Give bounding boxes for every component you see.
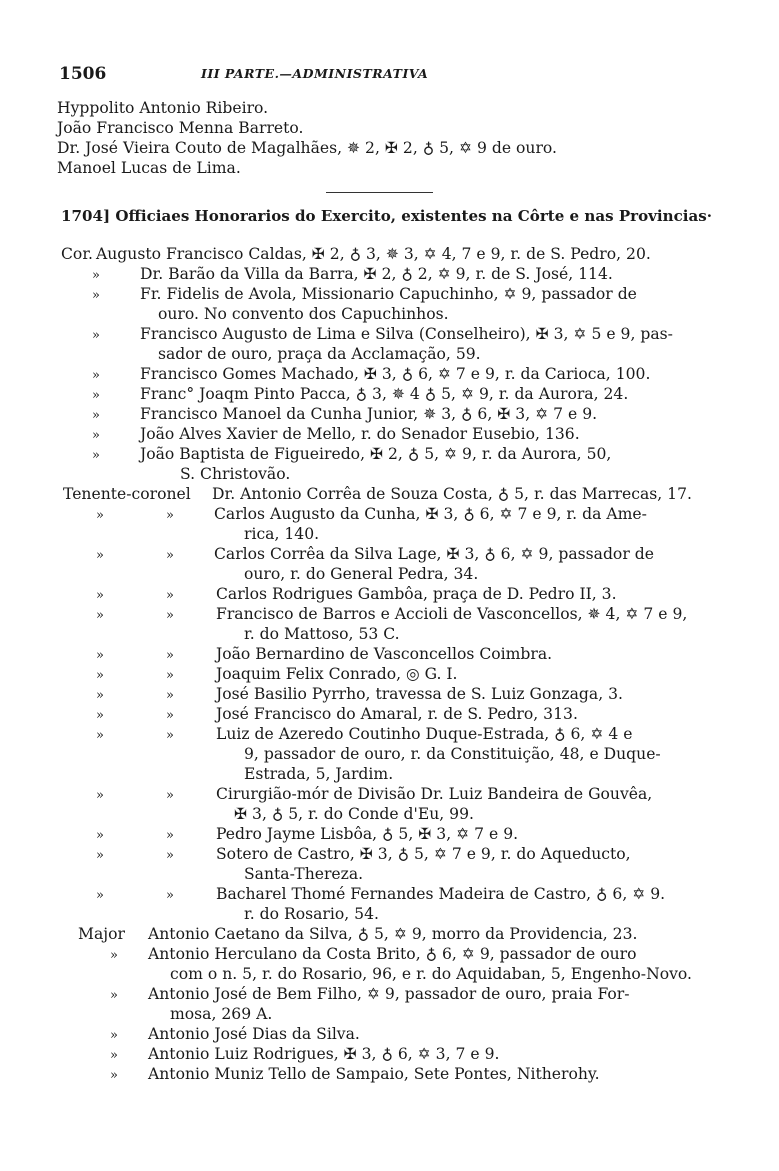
ditto-mark: » (96, 668, 104, 683)
ditto-mark: » (96, 548, 104, 563)
coronel-entry-cont: S. Christovão. (180, 465, 291, 483)
ditto-mark: » (92, 368, 100, 383)
ditto-mark: » (166, 688, 174, 703)
rank-label-major: Major (78, 925, 125, 943)
ditto-mark: » (166, 848, 174, 863)
coronel-entry: Fr. Fidelis de Avola, Missionario Capuchinho, ✡ 9, passador de (140, 285, 637, 303)
section-title: Officiaes Honorarios do Exercito, existentes na Côrte e nas Provincias· (115, 207, 712, 225)
top-entry: João Francisco Menna Barreto. (57, 119, 304, 137)
major-entry-cont: com o n. 5, r. do Rosario, 96, e r. do Aquidaban, 5, Engenho-Novo. (170, 965, 692, 983)
coronel-entry: Francisco Gomes Machado, ✠ 3, ♁ 6, ✡ 7 e 9, r. da Carioca, 100. (140, 365, 651, 383)
top-entry: Dr. José Vieira Couto de Magalhães, ✵ 2, ✠ 2, ♁ 5, ✡ 9 de ouro. (57, 139, 557, 157)
tenente-coronel-entry: Sotero de Castro, ✠ 3, ♁ 5, ✡ 7 e 9, r. do Aqueducto, (216, 845, 631, 863)
coronel-entry: Franc° Joaqm Pinto Pacca, ♁ 3, ✵ 4 ♁ 5, ✡ 9, r. da Aurora, 24. (140, 385, 629, 403)
rank-label-coronel: Cor. (61, 245, 94, 263)
tenente-coronel-entry-cont: Santa-Thereza. (244, 865, 364, 883)
page-number: 1506 (59, 64, 107, 84)
ditto-mark: » (92, 388, 100, 403)
ditto-mark: » (96, 588, 104, 603)
major-entry: Antonio Herculano da Costa Brito, ♁ 6, ✡ 9, passador de ouro (148, 945, 637, 963)
tenente-coronel-entry-cont: rica, 140. (244, 525, 320, 543)
tenente-coronel-entry: Joaquim Felix Conrado, ◎ G. I. (216, 665, 458, 683)
tenente-coronel-entry: Carlos Corrêa da Silva Lage, ✠ 3, ♁ 6, ✡ 9, passador de (214, 545, 654, 563)
ditto-mark: » (92, 428, 100, 443)
ditto-mark: » (96, 888, 104, 903)
tenente-coronel-entry: Bacharel Thomé Fernandes Madeira de Castro, ♁ 6, ✡ 9. (216, 885, 666, 903)
tenente-coronel-entry: Carlos Rodrigues Gambôa, praça de D. Pedro II, 3. (216, 585, 617, 603)
divider-rule (326, 192, 433, 193)
top-entry: Manoel Lucas de Lima. (57, 159, 241, 177)
ditto-mark: » (96, 608, 104, 623)
coronel-entry-cont: sador de ouro, praça da Acclamação, 59. (158, 345, 481, 363)
major-entry-cont: mosa, 269 A. (170, 1005, 273, 1023)
ditto-mark: » (166, 548, 174, 563)
top-entry: Hyppolito Antonio Ribeiro. (57, 99, 269, 117)
ditto-mark: » (166, 608, 174, 623)
tenente-coronel-entry-cont: r. do Rosario, 54. (244, 905, 379, 923)
tenente-coronel-entry: José Basilio Pyrrho, travessa de S. Luiz Gonzaga, 3. (216, 685, 623, 703)
major-entry: Antonio José de Bem Filho, ✡ 9, passador de ouro, praia For- (148, 985, 630, 1003)
ditto-mark: » (92, 268, 100, 283)
section-number: 1704] (61, 207, 111, 225)
tenente-coronel-entry: Carlos Augusto da Cunha, ✠ 3, ♁ 6, ✡ 7 e 9, r. da Ame- (214, 505, 647, 523)
ditto-mark: » (166, 648, 174, 663)
ditto-mark: » (96, 848, 104, 863)
coronel-entry: Francisco Augusto de Lima e Silva (Conselheiro), ✠ 3, ✡ 5 e 9, pas- (140, 325, 673, 343)
ditto-mark: » (96, 788, 104, 803)
major-entry: Antonio Luiz Rodrigues, ✠ 3, ♁ 6, ✡ 3, 7 e 9. (148, 1045, 500, 1063)
tenente-coronel-entry: Pedro Jayme Lisbôa, ♁ 5, ✠ 3, ✡ 7 e 9. (216, 825, 519, 843)
tenente-coronel-entry-cont: r. do Mattoso, 53 C. (244, 625, 400, 643)
tenente-coronel-entry: Dr. Antonio Corrêa de Souza Costa, ♁ 5, r. das Marrecas, 17. (212, 485, 692, 503)
ditto-mark: » (92, 448, 100, 463)
ditto-mark: » (110, 1068, 118, 1083)
major-entry: Antonio Muniz Tello de Sampaio, Sete Pontes, Nitherohy. (148, 1065, 600, 1083)
ditto-mark: » (96, 828, 104, 843)
ditto-mark: » (166, 588, 174, 603)
coronel-entry: João Baptista de Figueiredo, ✠ 2, ♁ 5, ✡ 9, r. da Aurora, 50, (140, 445, 612, 463)
ditto-mark: » (110, 988, 118, 1003)
ditto-mark: » (166, 828, 174, 843)
rank-label-tenente-coronel: Tenente-coronel (63, 485, 191, 503)
coronel-entry: João Alves Xavier de Mello, r. do Senador Eusebio, 136. (140, 425, 580, 443)
ditto-mark: » (92, 288, 100, 303)
coronel-entry: Francisco Manoel da Cunha Junior, ✵ 3, ♁ 6, ✠ 3, ✡ 7 e 9. (140, 405, 598, 423)
tenente-coronel-entry: João Bernardino de Vasconcellos Coimbra. (216, 645, 553, 663)
ditto-mark: » (96, 648, 104, 663)
ditto-mark: » (96, 688, 104, 703)
tenente-coronel-entry: Luiz de Azeredo Coutinho Duque-Estrada, ♁ 6, ✡ 4 e (216, 725, 633, 743)
major-entry: Antonio José Dias da Silva. (148, 1025, 360, 1043)
coronel-entry: Dr. Barão da Villa da Barra, ✠ 2, ♁ 2, ✡ 9, r. de S. José, 114. (140, 265, 613, 283)
ditto-mark: » (110, 948, 118, 963)
ditto-mark: » (92, 328, 100, 343)
ditto-mark: » (166, 508, 174, 523)
tenente-coronel-entry-cont: Estrada, 5, Jardim. (244, 765, 394, 783)
section-heading (61, 207, 712, 225)
tenente-coronel-entry-cont: 9, passador de ouro, r. da Constituição, 48, e Duque- (244, 745, 661, 763)
ditto-mark: » (166, 888, 174, 903)
tenente-coronel-entry: José Francisco do Amaral, r. de S. Pedro, 313. (216, 705, 578, 723)
ditto-mark: » (96, 728, 104, 743)
major-entry: Antonio Caetano da Silva, ♁ 5, ✡ 9, morro da Providencia, 23. (148, 925, 638, 943)
ditto-mark: » (96, 508, 104, 523)
tenente-coronel-entry: Francisco de Barros e Accioli de Vasconcellos, ✵ 4, ✡ 7 e 9, (216, 605, 688, 623)
running-title: III PARTE.—ADMINISTRATIVA (201, 66, 429, 81)
ditto-mark: » (166, 728, 174, 743)
coronel-entry: Augusto Francisco Caldas, ✠ 2, ♁ 3, ✵ 3, ✡ 4, 7 e 9, r. de S. Pedro, 20. (96, 245, 651, 263)
tenente-coronel-entry: Cirurgião-mór de Divisão Dr. Luiz Bandeira de Gouvêa, (216, 785, 653, 803)
coronel-entry-cont: ouro. No convento dos Capuchinhos. (158, 305, 449, 323)
ditto-mark: » (96, 708, 104, 723)
tenente-coronel-entry-cont: ouro, r. do General Pedra, 34. (244, 565, 479, 583)
ditto-mark: » (110, 1048, 118, 1063)
ditto-mark: » (166, 708, 174, 723)
ditto-mark: » (92, 408, 100, 423)
ditto-mark: » (166, 788, 174, 803)
ditto-mark: » (110, 1028, 118, 1043)
ditto-mark: » (166, 668, 174, 683)
tenente-coronel-entry-cont: ✠ 3, ♁ 5, r. do Conde d'Eu, 99. (234, 805, 474, 823)
